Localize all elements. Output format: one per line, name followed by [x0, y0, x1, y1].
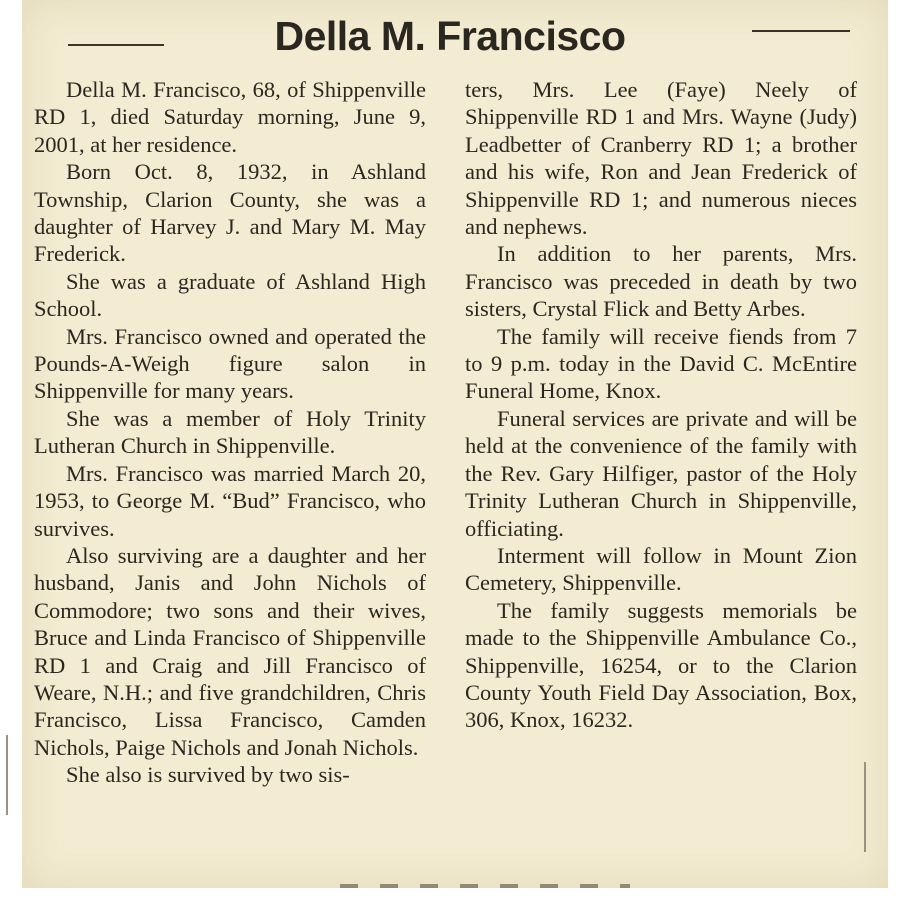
paragraph-memorials: The family suggests memorials be made to the Shippenville Ambulance Co., Shippenville, 16254, or to the Clarion County Youth Field Day Association, Box, 306, Knox, 16232.	[465, 597, 857, 733]
left-column	[34, 76, 426, 789]
next-article-fragment	[340, 884, 630, 888]
paragraph-preceded: In addition to her parents, Mrs. Francisco was preceded in death by two sisters, Crystal Flick and Betty Arbes.	[465, 241, 857, 322]
headline-rule-left	[68, 44, 164, 46]
paragraph-marriage: Mrs. Francisco was married March 20, 1953, to George M. “Bud” Francisco, who survives.	[34, 460, 426, 541]
paragraph-interment: Interment will follow in Mount Zion Cemetery, Shippenville.	[465, 542, 857, 596]
paragraph-death-notice: Della M. Francisco, 68, of Shippenville RD 1, died Saturday morning, June 9, 2001, at her residence.	[34, 77, 426, 157]
headline-rule-right	[752, 30, 850, 32]
paragraph-career: Mrs. Francisco owned and operated the Pounds-A-Weigh figure salon in Shippenville for many years.	[34, 323, 426, 404]
paragraph-funeral: Funeral services are private and will be held at the convenience of the family with the Rev. Gary Hilfiger, pastor of the Holy Trinity Lutheran Church in Shippenville, officiating.	[465, 405, 857, 541]
paragraph-birth: Born Oct. 8, 1932, in Ashland Township, Clarion County, she was a daughter of Harvey J. and Mary M. May Frederick.	[34, 159, 426, 267]
scan-edge-mark-right	[864, 762, 866, 852]
obituary-headline: Della M. Francisco	[274, 13, 626, 59]
paragraph-visitation: The family will receive fiends from 7 to 9 p.m. today in the David C. McEntire Funeral Home, Knox.	[465, 323, 857, 404]
scan-edge-mark-left	[6, 735, 8, 815]
paragraph-survivors: Also surviving are a daughter and her husband, Janis and John Nichols of Commodore; two sons and their wives, Bruce and Linda Francisco of Shippenville RD 1 and Craig and Jill Francisco of Weare, N.H.; and five grandchildren, Chris Francisco, Lissa Francisco, Camden Nichols, Paige Nichols and Jonah Nichols.	[34, 542, 426, 760]
right-column	[465, 76, 857, 734]
paragraph-sisters-continued: ters, Mrs. Lee (Faye) Neely of Shippenville RD 1 and Mrs. Wayne (Judy) Leadbetter of Cranberry RD 1; a brother and his wife, Ron and Jean Frederick of Shippenville RD 1; and numerous nieces and nephews.	[465, 77, 857, 240]
paragraph-education: She was a graduate of Ashland High School.	[34, 268, 426, 322]
paragraph-church: She was a member of Holy Trinity Lutheran Church in Shippenville.	[34, 405, 426, 459]
paragraph-sisters-start: She also is survived by two sis-	[66, 762, 350, 788]
